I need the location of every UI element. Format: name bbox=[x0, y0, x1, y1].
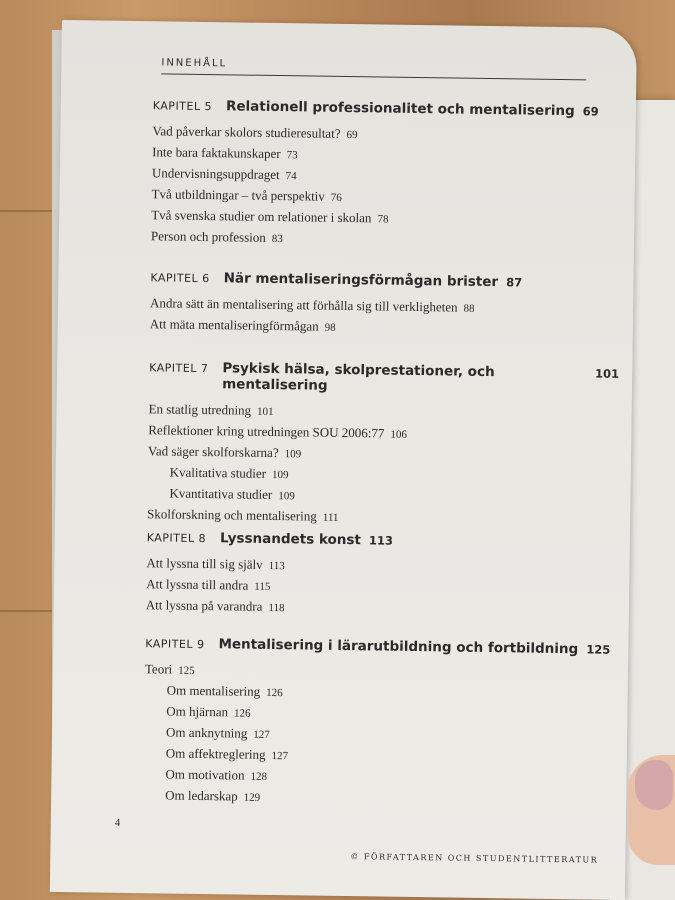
chapter-label: KAPITEL 5 bbox=[152, 99, 213, 114]
chapter-title: Relationell professionalitet och mentalisering bbox=[225, 98, 575, 120]
chapter-page: 101 bbox=[595, 366, 620, 381]
chapter-page: 87 bbox=[506, 275, 523, 290]
chapter-title: När mentaliseringsförmågan brister bbox=[223, 270, 499, 291]
chapter-label: KAPITEL 6 bbox=[150, 271, 210, 286]
chapter-8 bbox=[146, 529, 617, 623]
toc-entry: Reflektioner kring utredningen SOU 2006:77 106 bbox=[148, 422, 407, 441]
toc-entry: Att lyssna till sig själv 113 bbox=[146, 555, 285, 573]
toc-entry: Andra sätt än mentalisering att förhålla sig till verkligheten 88 bbox=[149, 295, 475, 315]
chapter-5 bbox=[151, 97, 623, 254]
book-page bbox=[50, 20, 637, 900]
chapter-6 bbox=[150, 269, 621, 342]
toc-entry: Att lyssna på varandra 118 bbox=[145, 597, 285, 615]
chapter-title: Psykisk hälsa, skolprestationer, och mentalisering bbox=[222, 360, 495, 394]
chapter-7 bbox=[147, 359, 619, 532]
header-rule bbox=[161, 73, 586, 80]
toc-subentry: Om ledarskap 129 bbox=[165, 787, 261, 804]
chapter-9 bbox=[143, 635, 615, 813]
toc-subentry: Om mentalisering 126 bbox=[166, 682, 283, 700]
toc-subentry: Kvantitativa studier 109 bbox=[169, 485, 295, 503]
chapter-label: KAPITEL 7 bbox=[149, 361, 209, 376]
chapter-page: 113 bbox=[368, 533, 393, 548]
toc-entry: Att lyssna till andra 115 bbox=[146, 576, 271, 593]
toc-entry: Inte bara faktakunskaper 73 bbox=[152, 144, 298, 162]
toc-subentry: Om hjärnan 126 bbox=[166, 703, 251, 720]
toc-subentry: Om affektreglering 127 bbox=[165, 745, 289, 763]
chapter-title: Lyssnandets konst bbox=[219, 530, 361, 549]
toc-entry: Undervisningsuppdraget 74 bbox=[151, 165, 297, 183]
thumbnail-nail bbox=[635, 760, 673, 810]
copyright-footer: © FÖRFATTAREN OCH STUDENTLITTERATUR bbox=[350, 852, 599, 865]
toc-entry: Att mäta mentaliseringförmågan 98 bbox=[149, 316, 336, 334]
chapter-label: KAPITEL 8 bbox=[146, 531, 207, 546]
chapter-label: KAPITEL 9 bbox=[145, 637, 205, 652]
toc-subentry: Om anknytning 127 bbox=[165, 724, 270, 741]
toc-entry: Teori 125 bbox=[144, 661, 195, 677]
page-number: 4 bbox=[114, 816, 121, 829]
toc-entry: Person och profession 83 bbox=[150, 228, 283, 246]
chapter-page: 125 bbox=[586, 642, 611, 657]
toc-entry: Vad påverkar skolors studieresultat? 69 bbox=[152, 123, 358, 142]
toc-entry: Skolforskning och mentalisering 111 bbox=[147, 506, 339, 524]
chapter-page: 69 bbox=[582, 104, 599, 119]
toc-entry: En statlig utredning 101 bbox=[148, 401, 274, 418]
toc-entry: Två utbildningar – två perspektiv 76 bbox=[151, 186, 342, 204]
chapter-title: Mentalisering i lärarutbildning och fortbildning bbox=[218, 636, 579, 658]
toc-subentry: Kvalitativa studier 109 bbox=[169, 464, 289, 482]
toc-entry: Vad säger skolforskarna? 109 bbox=[147, 443, 302, 461]
toc-entry: Två svenska studier om relationer i skolan 78 bbox=[151, 207, 389, 226]
running-header: INNEHÅLL bbox=[161, 57, 228, 70]
toc-subentry: Om motivation 128 bbox=[165, 766, 268, 783]
